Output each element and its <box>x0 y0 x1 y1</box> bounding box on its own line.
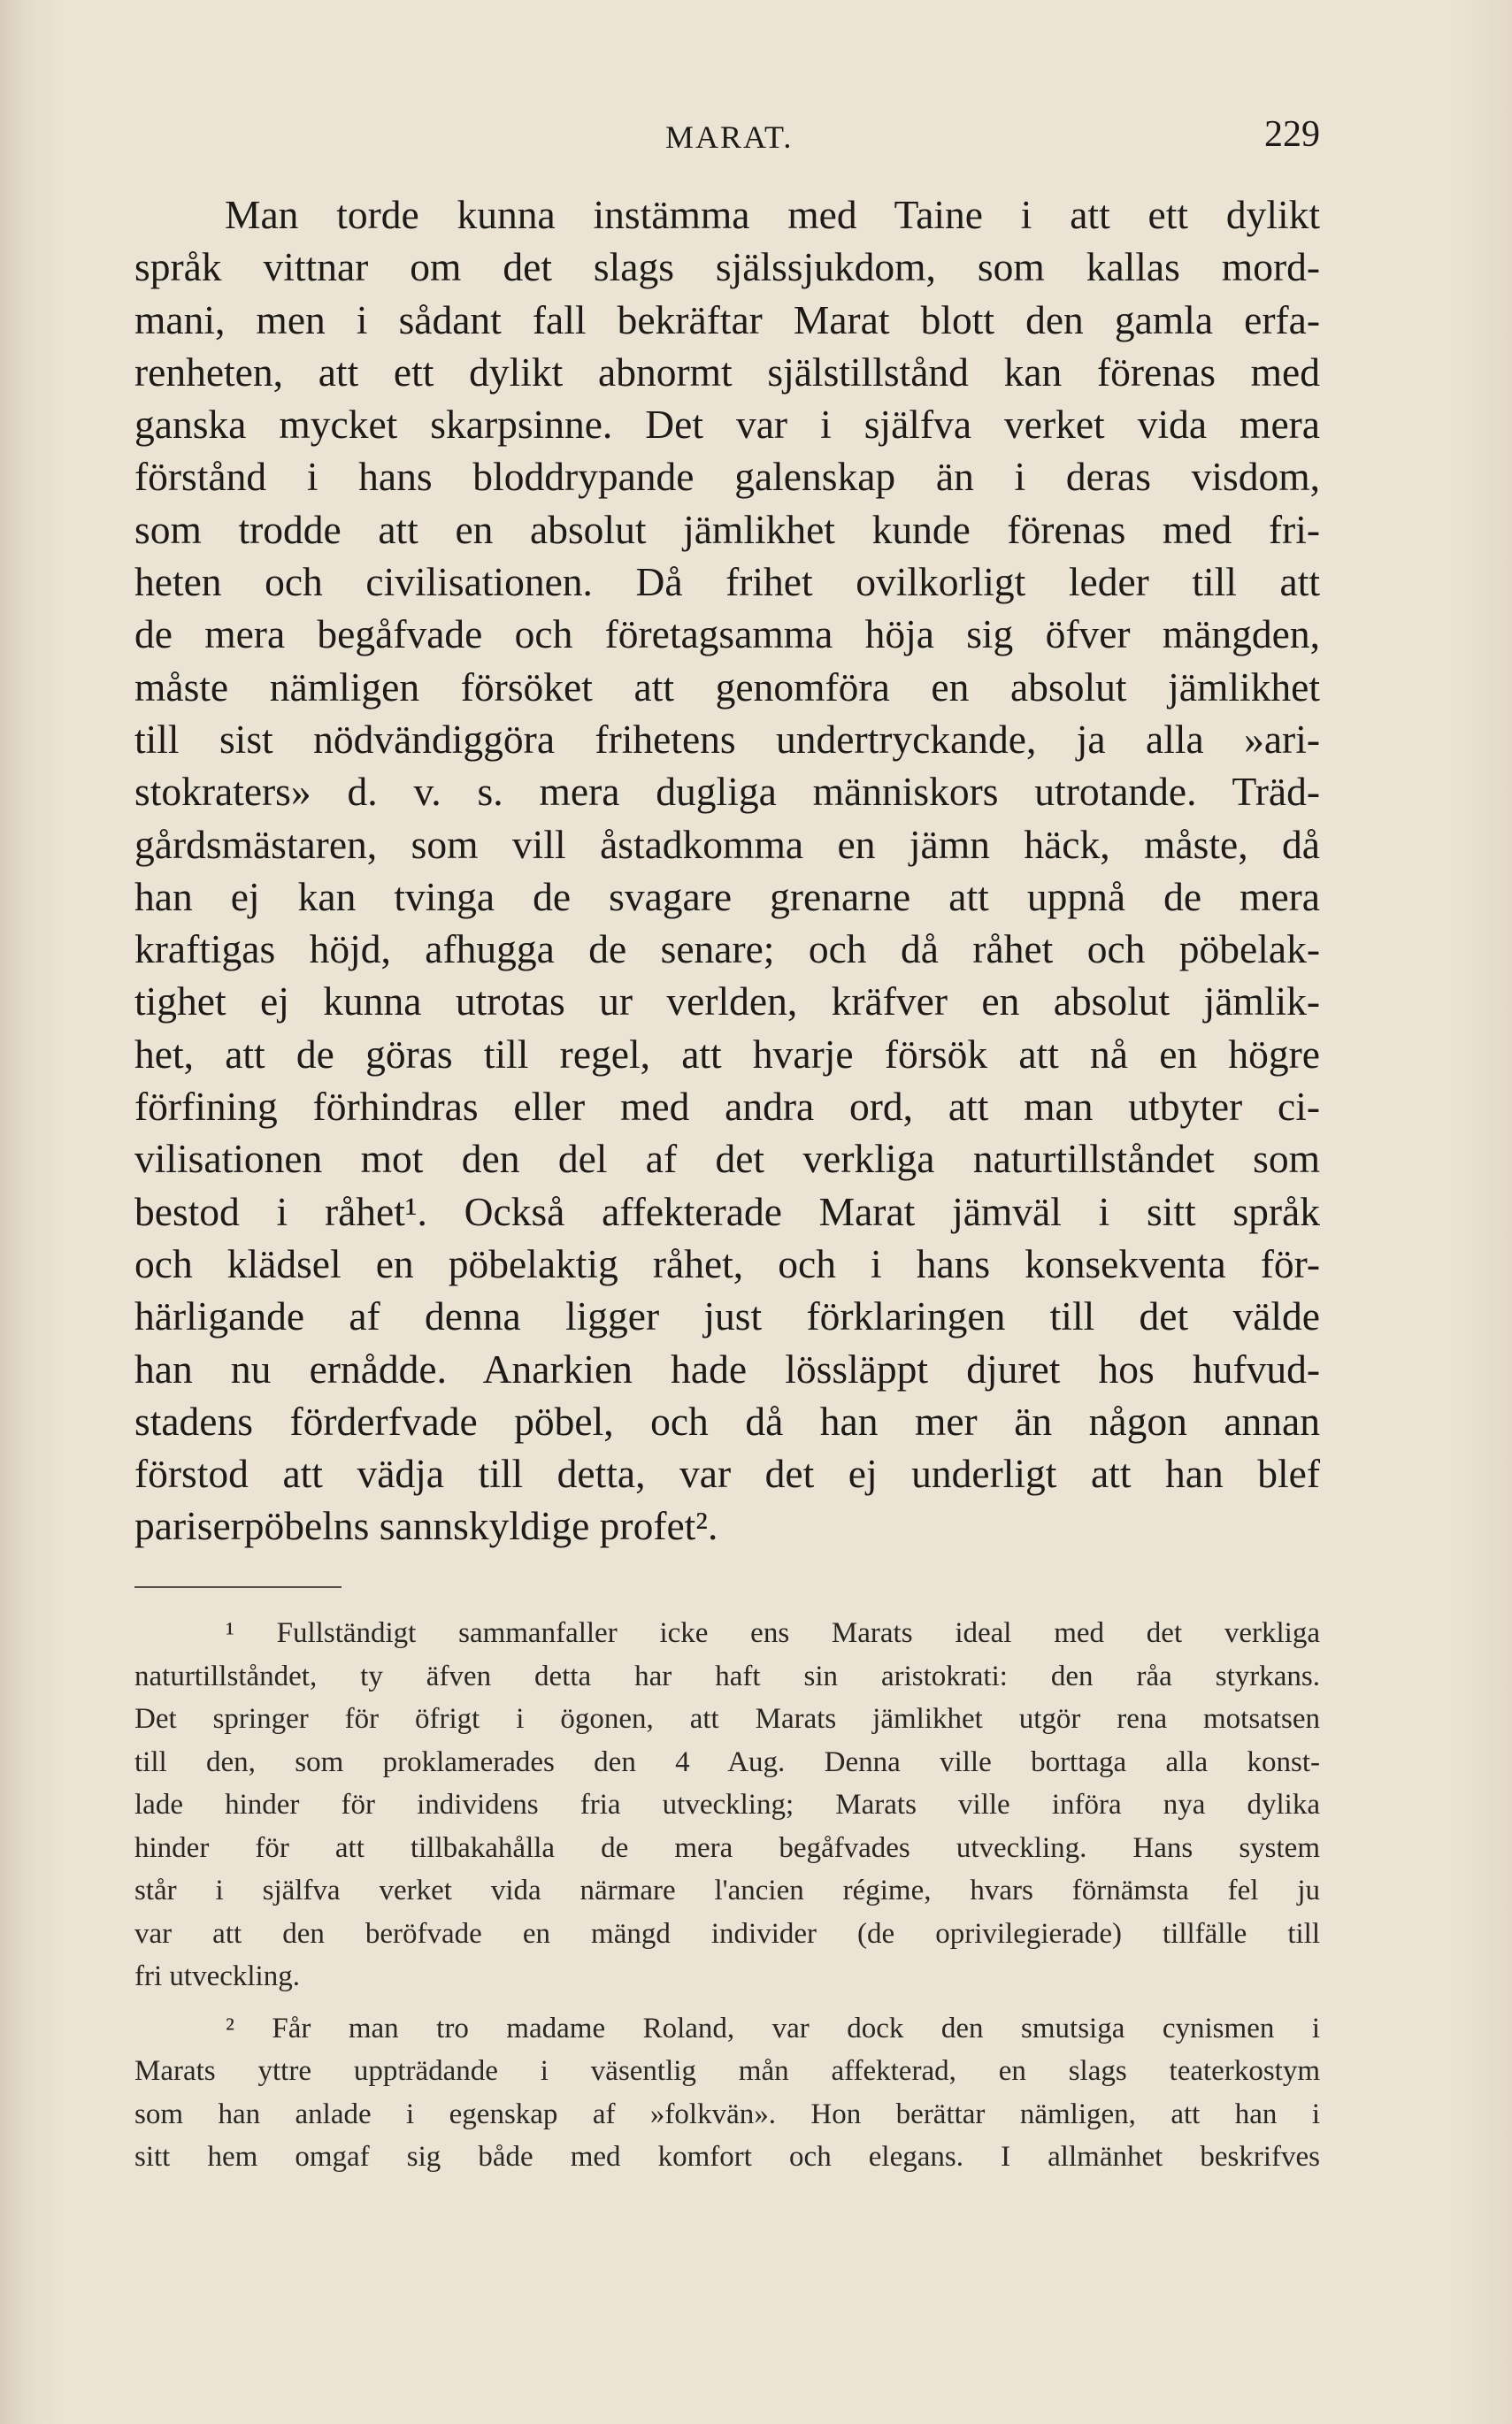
text-line: mani, men i sådant fall bekräftar Marat blott den gamla erfa- <box>134 296 1320 342</box>
text-line: gårdsmästaren, som vill åstadkomma en jämn häck, måste, då <box>134 821 1320 867</box>
text-line: heten och civilisationen. Då frihet ovilkorligt leder till att <box>134 559 1320 605</box>
text-line: förstånd i hans bloddrypande galenskap än i deras visdom, <box>134 454 1320 500</box>
page-header <box>134 113 1320 157</box>
footnote-line: Marats yttre uppträdande i väsentlig mån affekterad, en slags teaterkostym <box>134 2055 1320 2087</box>
footnote-line: till den, som proklamerades den 4 Aug. Denna ville borttaga alla konst- <box>134 1745 1320 1778</box>
text-line: Man torde kunna instämma med Taine i att ett dylikt <box>225 192 1320 237</box>
running-head: MARAT. <box>665 119 794 155</box>
footnote-line: var att den beröfvade en mängd individer (de oprivilegierade) tillfälle till <box>134 1917 1320 1950</box>
footnote-line: naturtillståndet, ty äfven detta har haft sin aristokrati: den råa styrkans. <box>134 1660 1320 1692</box>
footnote-line: fri utveckling. <box>134 1960 300 1992</box>
text-line: stadens förderfvade pöbel, och då han mer än någon annan <box>134 1398 1320 1444</box>
text-line: härligande af denna ligger just förklaringen till det välde <box>134 1293 1320 1339</box>
page-number: 229 <box>1264 114 1320 155</box>
text-line: vilisationen mot den del af det verkliga naturtillståndet som <box>134 1136 1320 1182</box>
footnote-line: ¹ Fullständigt sammanfaller icke ens Marats ideal med det verkliga <box>226 1617 1320 1649</box>
text-line: han nu ernådde. Anarkien hade lössläppt djuret hos hufvud- <box>134 1346 1320 1392</box>
footnote-line: som han anlade i egenskap af »folkvän». Hon berättar nämligen, att han i <box>134 2098 1320 2130</box>
footnote-line: Det springer för öfrigt i ögonen, att Marats jämlikhet utgör rena motsatsen <box>134 1703 1320 1735</box>
text-line: de mera begåfvade och företagsamma höja sig öfver mängden, <box>134 611 1320 657</box>
footnote-line: sitt hem omgaf sig både med komfort och elegans. I allmänhet beskrifves <box>134 2141 1320 2173</box>
text-line: ganska mycket skarpsinne. Det var i själfva verket vida mera <box>134 402 1320 448</box>
text-line: och klädsel en pöbelaktig råhet, och i hans konsekventa för- <box>134 1240 1320 1286</box>
footnote-2 <box>134 2007 1320 2179</box>
text-line: han ej kan tvinga de svagare grenarne att uppnå de mera <box>134 873 1320 919</box>
text-line: till sist nödvändiggöra frihetens undertryckande, ja alla »ari- <box>134 716 1320 762</box>
footnote-1 <box>134 1612 1320 1998</box>
text-line: språk vittnar om det slags själssjukdom, som kallas mord- <box>134 244 1320 290</box>
footnote-line: hinder för att tillbakahålla de mera begåfvades utveckling. Hans system <box>134 1831 1320 1864</box>
footnote-rule <box>134 1586 342 1588</box>
text-line: pariserpöbelns sannskyldige profet². <box>134 1503 718 1549</box>
text-line: som trodde att en absolut jämlikhet kunde förenas med fri- <box>134 506 1320 552</box>
text-line: het, att de göras till regel, att hvarje försök att nå en högre <box>134 1031 1320 1077</box>
text-line: tighet ej kunna utrotas ur verlden, kräfver en absolut jämlik- <box>134 978 1320 1024</box>
footnote-line: står i själfva verket vida närmare l'ancien régime, hvars förnämsta fel ju <box>134 1875 1320 1906</box>
footnote-line: lade hinder för individens fria utveckling; Marats ville införa nya dylika <box>134 1789 1320 1821</box>
body-text <box>134 188 1320 1553</box>
text-line: förfining förhindras eller med andra ord, att man utbyter ci- <box>134 1084 1320 1130</box>
text-line: kraftigas höjd, afhugga de senare; och då råhet och pöbelak- <box>134 926 1320 972</box>
text-line: måste nämligen försöket att genomföra en absolut jämlikhet <box>134 664 1320 710</box>
footnote-spacer <box>134 1998 1320 2007</box>
text-line: stokraters» d. v. s. mera dugliga människors utrotande. Träd- <box>134 769 1320 815</box>
footnotes <box>134 1612 1320 2179</box>
footnote-line: ² Får man tro madame Roland, var dock den smutsiga cynismen i <box>226 2012 1320 2044</box>
text-line: bestod i råhet¹. Också affekterade Marat jämväl i sitt språk <box>134 1188 1320 1234</box>
text-line: renheten, att ett dylikt abnormt själstillstånd kan förenas med <box>134 349 1320 395</box>
text-line: förstod att vädja till detta, var det ej underligt att han blef <box>134 1451 1320 1497</box>
